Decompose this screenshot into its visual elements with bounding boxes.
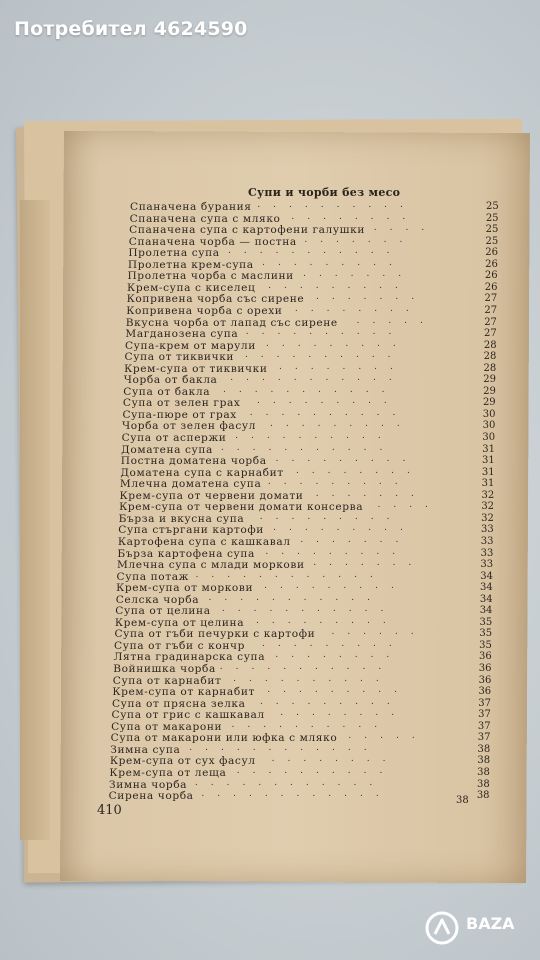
toc-entry-page: 30 bbox=[482, 432, 496, 443]
toc-entry-title: Картофена супа с кашкавал bbox=[117, 535, 291, 548]
toc-entry-page: 37 bbox=[478, 709, 491, 721]
toc-entry-title: Супа потаж bbox=[116, 570, 189, 583]
dot-leader: .......... bbox=[236, 765, 396, 776]
toc-entry-title: Млечна супа с млади моркови bbox=[116, 559, 305, 572]
toc-entry-title: Сиренa чорба bbox=[108, 790, 194, 803]
toc-entry-page: 26 bbox=[484, 281, 498, 293]
toc-entry-page: 29 bbox=[483, 385, 496, 397]
toc-entry-page: 31 bbox=[481, 478, 495, 490]
user-watermark: Потребител 4624590 bbox=[14, 18, 248, 40]
dot-leader: ........... bbox=[221, 604, 397, 615]
toc-entry-page: 27 bbox=[484, 293, 498, 305]
toc-entry-page: 25 bbox=[485, 224, 499, 236]
toc-entry-title: Супа от гъби с кончр bbox=[114, 639, 245, 652]
toc-entry-title: Супа стъргани картофи bbox=[118, 524, 264, 537]
dot-leader: ........ bbox=[271, 754, 399, 765]
toc-entry-page: 32 bbox=[481, 512, 494, 524]
toc-entry-page: 33 bbox=[480, 559, 494, 571]
toc-entry-page: 38 bbox=[476, 790, 490, 802]
dot-leader: ....... bbox=[304, 234, 416, 245]
dot-leader: ........ bbox=[279, 361, 406, 372]
dot-leader: .......... bbox=[249, 407, 409, 418]
dot-leader: ......... bbox=[265, 546, 409, 557]
dot-leader: ........... bbox=[228, 246, 403, 257]
toc-entry-page: 38 bbox=[477, 766, 490, 778]
dot-leader: ......... bbox=[262, 638, 405, 649]
toc-entry-title: Крем-супа от целина bbox=[114, 616, 245, 629]
toc-entry-page: 30 bbox=[482, 420, 496, 432]
baza-logo-text: BAZA bbox=[466, 914, 515, 933]
toc-entry-title: Крем-супа от карнабит bbox=[112, 686, 255, 699]
dot-leader: ........ bbox=[294, 303, 422, 314]
dot-leader: ......... bbox=[267, 477, 411, 488]
toc-entry-page: 30 bbox=[482, 408, 496, 420]
toc-entry-page: 31 bbox=[482, 443, 495, 455]
toc-entry-title: Супа-крем от марули bbox=[124, 339, 256, 352]
toc-entry-title: Супа от целина bbox=[115, 605, 211, 618]
toc-entry-page: 36 bbox=[478, 663, 492, 674]
toc-entry-page: 29 bbox=[483, 374, 497, 386]
toc-entry-page: 28 bbox=[483, 351, 497, 363]
toc-entry-title: Крем-супа от червени домати bbox=[119, 489, 304, 502]
toc-entry-page: 34 bbox=[480, 570, 493, 582]
dot-leader: .......... bbox=[235, 431, 394, 441]
toc-entry-page: 25 bbox=[485, 212, 499, 224]
dot-leader: ......... bbox=[259, 511, 403, 522]
toc-entry-title: Крем-супа от тиквички bbox=[124, 362, 268, 375]
toc-entry-page: 32 bbox=[481, 489, 495, 501]
dot-leader: ........... bbox=[219, 662, 395, 672]
toc-trailing-page: 38 bbox=[456, 795, 469, 806]
toc-entry-page: 34 bbox=[480, 582, 493, 594]
dot-leader: ......... bbox=[259, 696, 403, 707]
dot-leader: ........... bbox=[208, 592, 383, 603]
toc-entry-title: Супа от гъби печурки с картофи bbox=[114, 628, 316, 641]
dot-leader: ....... bbox=[315, 488, 427, 499]
toc-entry-page: 27 bbox=[484, 328, 497, 340]
toc-entry-title: Млечна доматена супа bbox=[119, 478, 262, 491]
dot-leader: .... bbox=[377, 500, 441, 511]
dot-leader: ........... bbox=[230, 373, 405, 384]
toc-entry-page: 38 bbox=[477, 743, 491, 755]
toc-entry-page: 35 bbox=[479, 616, 493, 628]
toc-entry-page: 33 bbox=[480, 524, 494, 536]
toc-entry-page: 29 bbox=[482, 397, 496, 409]
toc-entry-page: 36 bbox=[478, 651, 492, 663]
toc-entry-page: 33 bbox=[480, 547, 494, 559]
toc-entry-title: Супа от бакла bbox=[123, 385, 211, 398]
dot-leader: ......... bbox=[255, 615, 399, 626]
toc-entry-title: Зимна супа bbox=[110, 743, 181, 756]
page-number: 410 bbox=[97, 803, 122, 818]
toc-entry-title: Магданозена супа bbox=[125, 328, 239, 341]
toc-entry-title: Доматена супа bbox=[121, 443, 213, 456]
dot-leader: ....... bbox=[300, 534, 412, 545]
toc-entry-page: 28 bbox=[483, 339, 497, 351]
toc-entry-title: Спаначена бурания bbox=[130, 201, 252, 213]
toc-entry-page: 36 bbox=[478, 674, 492, 686]
dot-leader: ......... bbox=[270, 419, 413, 430]
toc-entry-title: Доматена супа с карнабит bbox=[120, 466, 284, 479]
toc-entry-page: 26 bbox=[484, 270, 498, 282]
dot-leader: ......... bbox=[275, 454, 419, 465]
dot-leader: ......... bbox=[268, 280, 411, 291]
toc-entry-page: 28 bbox=[483, 362, 497, 374]
dot-leader: ....... bbox=[313, 558, 425, 569]
dot-leader: ........ bbox=[275, 650, 403, 661]
dot-leader: .......... bbox=[231, 719, 391, 730]
toc-entry-page: 34 bbox=[479, 605, 493, 617]
toc-entry-title: Бърза и вкусна супа bbox=[118, 512, 245, 525]
dot-leader: .......... bbox=[233, 673, 392, 684]
toc-entry-page: 31 bbox=[481, 466, 495, 478]
toc-entry-page: 25 bbox=[486, 201, 499, 212]
dot-leader: ......... bbox=[262, 257, 405, 268]
dot-leader: ......... bbox=[264, 581, 407, 592]
toc-entry-title: Спаначена супа с картофени галушки bbox=[129, 224, 366, 237]
toc-entry-page: 27 bbox=[484, 316, 497, 328]
toc-entry-page: 35 bbox=[479, 628, 493, 640]
toc-entry-title: Бърза картофена супа bbox=[117, 547, 255, 560]
dot-leader: ......... bbox=[266, 338, 409, 349]
toc-entry-title: Супа от тиквички bbox=[124, 351, 235, 364]
toc-entry-title: Супа от карнабит bbox=[112, 674, 222, 687]
dot-leader: .... bbox=[373, 223, 438, 234]
toc-entry-title: Пролетна супа bbox=[128, 247, 220, 260]
dot-leader: ............ bbox=[194, 777, 386, 788]
dot-leader: .......... bbox=[245, 327, 405, 338]
toc-entry-page: 37 bbox=[477, 720, 491, 732]
toc-entry-title: Супа от грис с кашкавал bbox=[111, 709, 265, 722]
dot-leader: ......... bbox=[267, 685, 410, 696]
dot-leader: ........ bbox=[291, 211, 419, 222]
dot-leader: ............ bbox=[189, 742, 380, 753]
toc-entry-title: Чорба от бакла bbox=[123, 374, 218, 387]
toc-entry-title: Супа от макарони bbox=[111, 720, 223, 733]
toc-entry-title: Пролетна крем-супа bbox=[127, 258, 254, 271]
toc-entry-page: 25 bbox=[485, 235, 499, 247]
toc-entry-page: 32 bbox=[481, 501, 495, 513]
toc-entry-title: Супа от зелен грах bbox=[122, 397, 241, 410]
toc-entry-title: Копривена чорба с орехи bbox=[126, 304, 283, 317]
toc-entry-title: Лятна градинарска супа bbox=[113, 651, 266, 664]
toc-entry-title: Супа от аспержи bbox=[121, 432, 227, 444]
toc-entry-title: Супа-пюре от грах bbox=[122, 408, 237, 421]
toc-entry-title: Селска чорба bbox=[115, 593, 200, 606]
toc-entry-title: Чорба от зелен фасул bbox=[122, 420, 257, 433]
toc-entry-title: Крем-супа от моркови bbox=[116, 582, 254, 595]
dot-leader: .......... bbox=[244, 350, 404, 361]
toc-entry-page: 38 bbox=[477, 755, 491, 767]
dot-leader: ..... bbox=[348, 731, 428, 742]
toc-entry-title: Крем-супа с киселец bbox=[127, 281, 256, 294]
dot-leader: ........... bbox=[222, 384, 398, 395]
toc-entry-page: 34 bbox=[479, 593, 493, 605]
toc-entry-title: Супа от прясна зелка bbox=[111, 697, 246, 710]
toc-entry-title: Вкусна чорба от лапад със сирене bbox=[125, 316, 338, 329]
toc-entry-title: Спаначена супа с мляко bbox=[129, 212, 281, 225]
toc-entry-page: 38 bbox=[477, 778, 490, 790]
dot-leader: ..... bbox=[356, 315, 436, 326]
toc-entry-title: Крем-супа от сух фасул bbox=[109, 755, 256, 768]
toc-entry-title: Пролетна чорба с маслини bbox=[127, 270, 294, 283]
toc-entry-page: 31 bbox=[482, 455, 495, 467]
toc-entry-page: 37 bbox=[478, 697, 491, 709]
dot-leader: ......... bbox=[257, 396, 400, 407]
toc-entry-title: Постна доматена чорба bbox=[120, 455, 267, 468]
dot-leader: ........ bbox=[295, 465, 423, 476]
toc-entry-title: Войнишка чорба bbox=[113, 663, 216, 675]
dot-leader: ....... bbox=[303, 269, 415, 280]
toc-entry-page: 27 bbox=[484, 304, 498, 316]
dot-leader: ............ bbox=[201, 789, 392, 800]
toc-entry-title: Крем-супа от леща bbox=[109, 766, 227, 779]
dot-leader: ...... bbox=[331, 627, 427, 638]
dot-leader: ........... bbox=[220, 442, 396, 453]
dot-leader: .......... bbox=[257, 200, 416, 210]
dot-leader: ........ bbox=[280, 708, 408, 719]
toc-entry-page: 33 bbox=[480, 535, 494, 547]
toc-entry-title: Супа от макарони или юфка с мляко bbox=[110, 732, 338, 745]
toc-entry-title: Зимна чорба bbox=[109, 778, 188, 791]
dot-leader: ....... bbox=[316, 292, 428, 303]
dot-leader: ............ bbox=[195, 569, 386, 580]
toc-entry-page: 37 bbox=[477, 732, 491, 744]
toc-entry-page: 36 bbox=[478, 686, 492, 698]
toc-entry-page: 26 bbox=[485, 258, 498, 270]
toc-entry-title: Копривена чорба със сирене bbox=[126, 293, 305, 306]
toc-entry-page: 35 bbox=[479, 639, 492, 651]
dot-leader: ......... bbox=[273, 523, 416, 534]
toc-entry-page: 26 bbox=[485, 247, 498, 259]
page-heading: Супи и чорби без месо bbox=[248, 186, 401, 199]
toc-entry-title: Крем-супа от червени домати консерва bbox=[119, 501, 364, 514]
toc-entry-title: Спаначена чорба — постна bbox=[128, 235, 297, 248]
